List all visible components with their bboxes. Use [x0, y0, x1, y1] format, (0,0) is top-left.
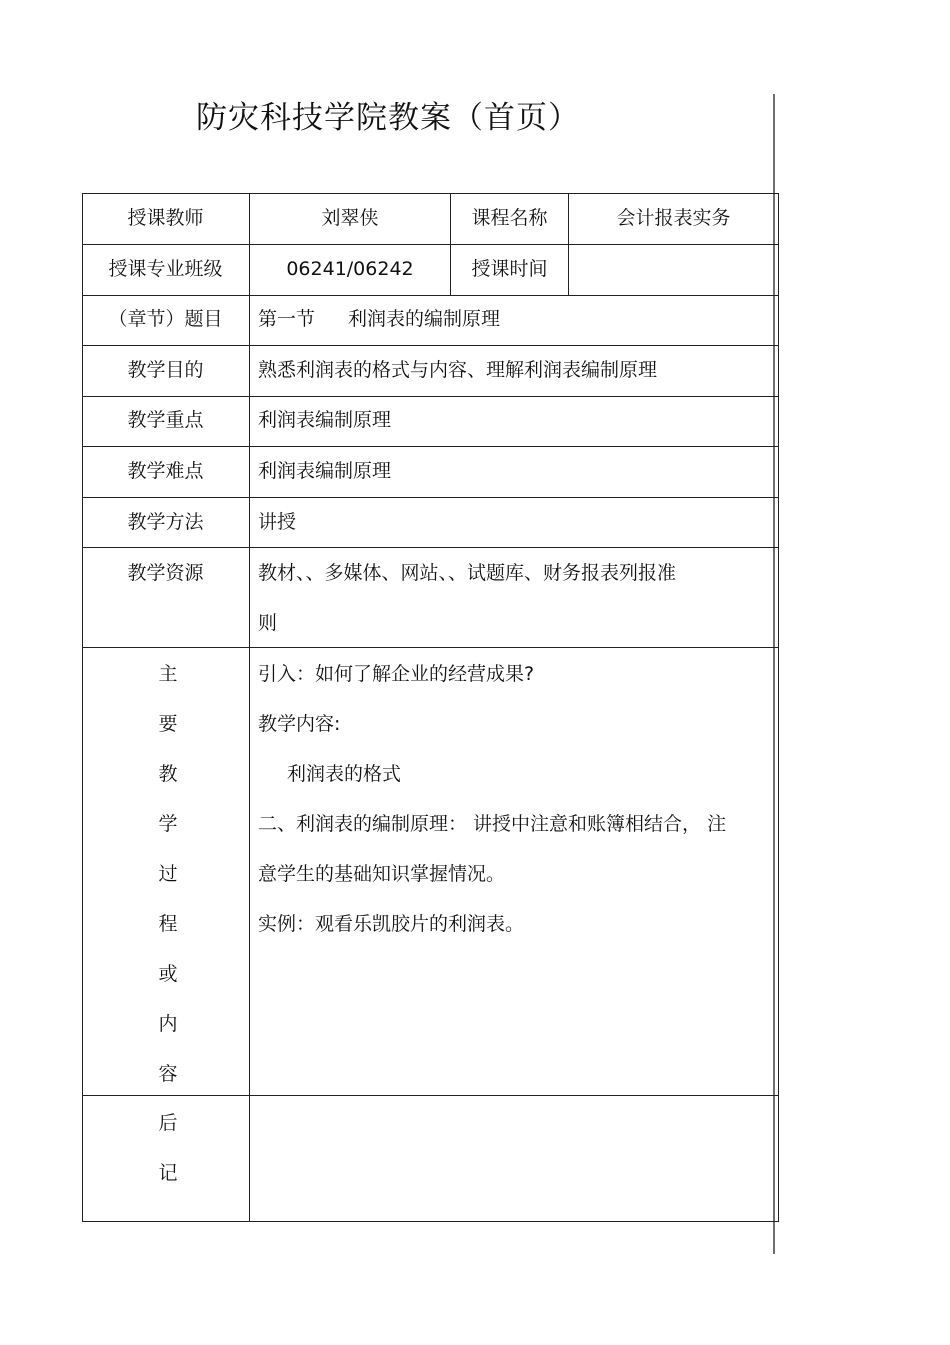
- table-rule: [82, 497, 779, 498]
- teacher-label: 授课教师: [127, 207, 204, 229]
- resource-label: 教学资源: [127, 562, 204, 584]
- table-rule: [82, 1095, 779, 1096]
- process-label-char: 过: [158, 863, 178, 885]
- process-line-format: 利润表的格式: [287, 763, 402, 785]
- process-label-char: 要: [158, 713, 178, 735]
- method-value: 讲授: [258, 511, 297, 533]
- process-label-char: 内: [158, 1013, 178, 1035]
- focus-value: 利润表编制原理: [258, 409, 392, 431]
- course-value: 会计报表实务: [616, 207, 731, 229]
- method-label: 教学方法: [127, 511, 204, 533]
- process-label-char: 学: [158, 813, 178, 835]
- table-rule: [82, 647, 779, 648]
- focus-label: 教学重点: [127, 409, 204, 431]
- postscript-label-char: 后: [158, 1112, 178, 1134]
- process-label-char: 容: [158, 1063, 178, 1085]
- chapter-section: 第一节: [258, 308, 316, 330]
- table-rule: [82, 396, 779, 397]
- table-rule-top: [82, 193, 779, 194]
- process-label-char: 教: [158, 763, 178, 785]
- class-label: 授课专业班级: [108, 258, 223, 280]
- process-line-principle-cont: 意学生的基础知识掌握情况。: [258, 863, 506, 885]
- goal-value: 熟悉利润表的格式与内容、理解利润表编制原理: [258, 359, 658, 381]
- resource-line-1: 教材、、多媒体、网站、、试题库、财务报表列报准: [258, 562, 677, 584]
- chapter-title: 利润表的编制原理: [348, 308, 501, 330]
- goal-label: 教学目的: [127, 359, 204, 381]
- process-line-principle: 二、利润表的编制原理： 讲授中注意和账簿相结合， 注: [258, 813, 727, 835]
- chapter-label: （章节）题目: [108, 308, 223, 330]
- table-rule-right: [778, 193, 779, 1222]
- postscript-label-char: 记: [158, 1162, 178, 1184]
- process-line-example: 实例：观看乐凯胶片的利润表。: [258, 913, 525, 935]
- process-label-char: 程: [158, 913, 178, 935]
- table-rule: [82, 345, 779, 346]
- table-rule-label-column: [249, 193, 250, 1222]
- table-rule: [82, 295, 779, 296]
- table-rule: [82, 446, 779, 447]
- table-rule: [82, 244, 779, 245]
- table-rule-bottom: [82, 1221, 779, 1222]
- difficulty-label: 教学难点: [127, 460, 204, 482]
- process-label-char: 主: [158, 663, 178, 685]
- table-rule-left: [82, 193, 83, 1222]
- difficulty-value: 利润表编制原理: [258, 460, 392, 482]
- process-label-char: 或: [158, 963, 178, 985]
- time-label: 授课时间: [471, 258, 548, 280]
- process-line-intro: 引入：如何了解企业的经营成果?: [258, 663, 535, 685]
- teacher-value: 刘翠侠: [321, 207, 379, 229]
- class-value: 06241/06242: [286, 258, 414, 280]
- process-line-content-heading: 教学内容:: [258, 713, 341, 735]
- lesson-plan-table: [82, 193, 779, 1222]
- resource-line-2: 则: [258, 612, 278, 634]
- course-label: 课程名称: [471, 207, 548, 229]
- page-title: 防灾科技学院教案（首页）: [196, 100, 580, 136]
- table-rule: [82, 547, 779, 548]
